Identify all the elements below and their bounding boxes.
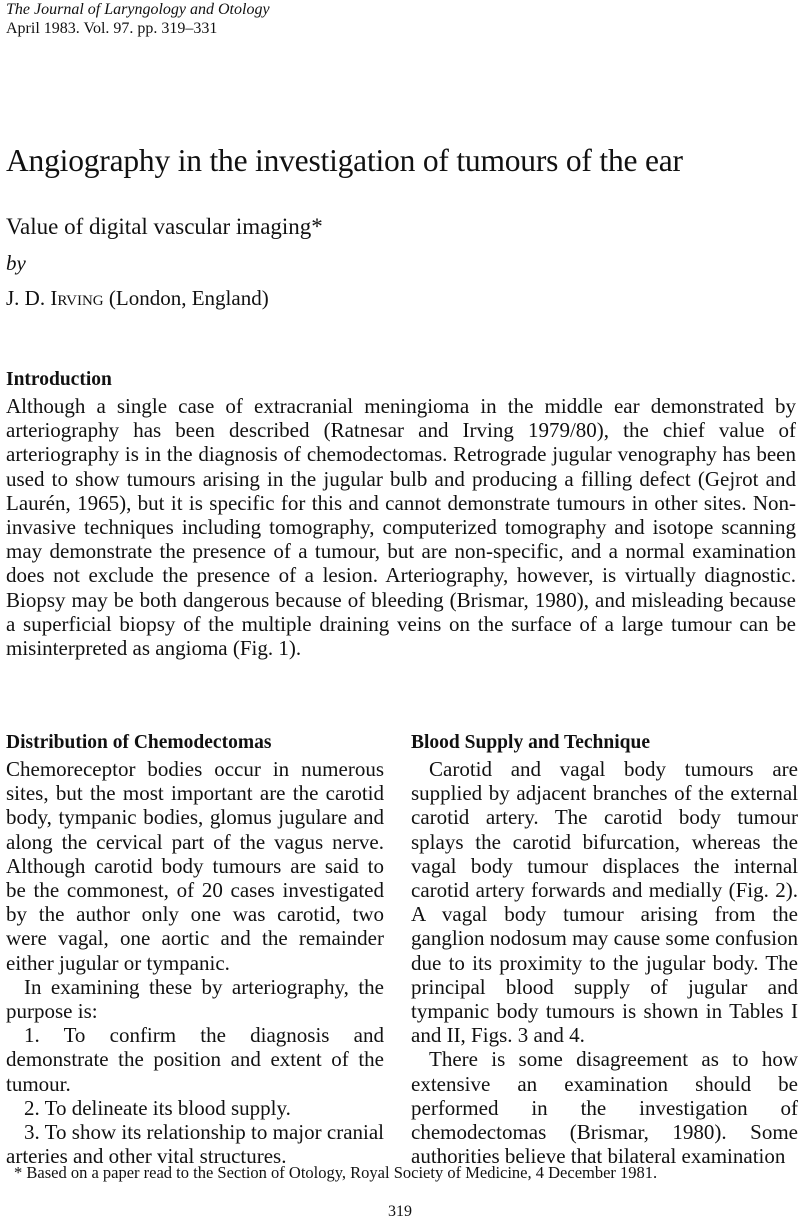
footnote: * Based on a paper read to the Section of Otology, Royal Society of Medicine, 4 December 1981.	[14, 1163, 658, 1182]
blood-supply-column	[411, 757, 798, 1168]
page-number: 319	[388, 1203, 412, 1220]
article-title: Angiography in the investigation of tumours of the ear	[6, 143, 683, 178]
distribution-column	[6, 757, 384, 1168]
author-line	[6, 285, 269, 311]
journal-header	[6, 0, 270, 38]
purpose-item: 2. To delineate its blood supply.	[24, 1095, 291, 1120]
article-subtitle: Value of digital vascular imaging*	[6, 214, 323, 239]
distribution-paragraph: Chemoreceptor bodies occur in numerous sites, but the most important are the carotid body, tympanic bodies, glomus jugulare and along the cervical part of the vagus nerve. Although carotid body tumours are said to be the commonest, of 20 cases investigated by the author only one was carotid, two were vagal, one aortic and the remainder either jugular or tympanic.	[6, 757, 384, 975]
byline-label: by	[6, 251, 26, 275]
distribution-heading: Distribution of Chemodectomas	[6, 732, 272, 753]
blood-supply-paragraph: There is some disagreement as to how extensive an examination should be performed in the investigation of chemodectomas (Brismar, 1980). Some authorities believe that bilateral examination	[411, 1047, 798, 1169]
journal-name: The Journal of Laryngology and Otology	[6, 1, 270, 18]
author-surname: Irving	[50, 286, 104, 310]
journal-citation: April 1983. Vol. 97. pp. 319–331	[6, 20, 218, 37]
author-initials: J. D.	[6, 286, 51, 310]
purpose-item: 3. To show its relationship to major cranial arteries and other vital structures.	[6, 1120, 384, 1169]
blood-supply-paragraph: Carotid and vagal body tumours are supplied by adjacent branches of the external carotid artery. The carotid body tumour splays the carotid bifurcation, whereas the vagal body tumour displaces the internal carotid artery forwards and medially (Fig. 2). A vagal body tumour arising from the ganglion nodosum may cause some confusion due to its proximity to the jugular body. The principal blood supply of jugular and tympanic body tumours is shown in Tables I and II, Figs. 3 and 4.	[411, 757, 798, 1048]
introduction-heading: Introduction	[6, 369, 112, 390]
purpose-item: 1. To confirm the diagnosis and demonstrate the position and extent of the tumour.	[6, 1023, 384, 1096]
blood-supply-heading: Blood Supply and Technique	[411, 732, 651, 753]
introduction-paragraph: Although a single case of extracranial meningioma in the middle ear demonstrated by arteriography has been described (Ratnesar and Irving 1979/80), the chief value of arteriography is in the diagnosis of chemodectomas. Retrograde jugular venography has been used to show tumours arising in the jugular bulb and producing a filling defect (Gejrot and Laurén, 1965), but it is specific for this and cannot demonstrate tumours in other sites. Non-invasive techniques including tomography, computerized tomography and isotope scanning may demonstrate the presence of a tumour, but are non-specific, and a normal examination does not exclude the presence of a lesion. Arteriography, however, is virtually diagnostic. Biopsy may be both dangerous because of bleeding (Brismar, 1980), and misleading because a superficial biopsy of the multiple draining veins on the surface of a large tumour can be misinterpreted as angioma (Fig. 1).	[6, 394, 796, 661]
distribution-paragraph: In examining these by arteriography, the purpose is:	[6, 974, 384, 1024]
author-location: (London, England)	[103, 286, 269, 310]
